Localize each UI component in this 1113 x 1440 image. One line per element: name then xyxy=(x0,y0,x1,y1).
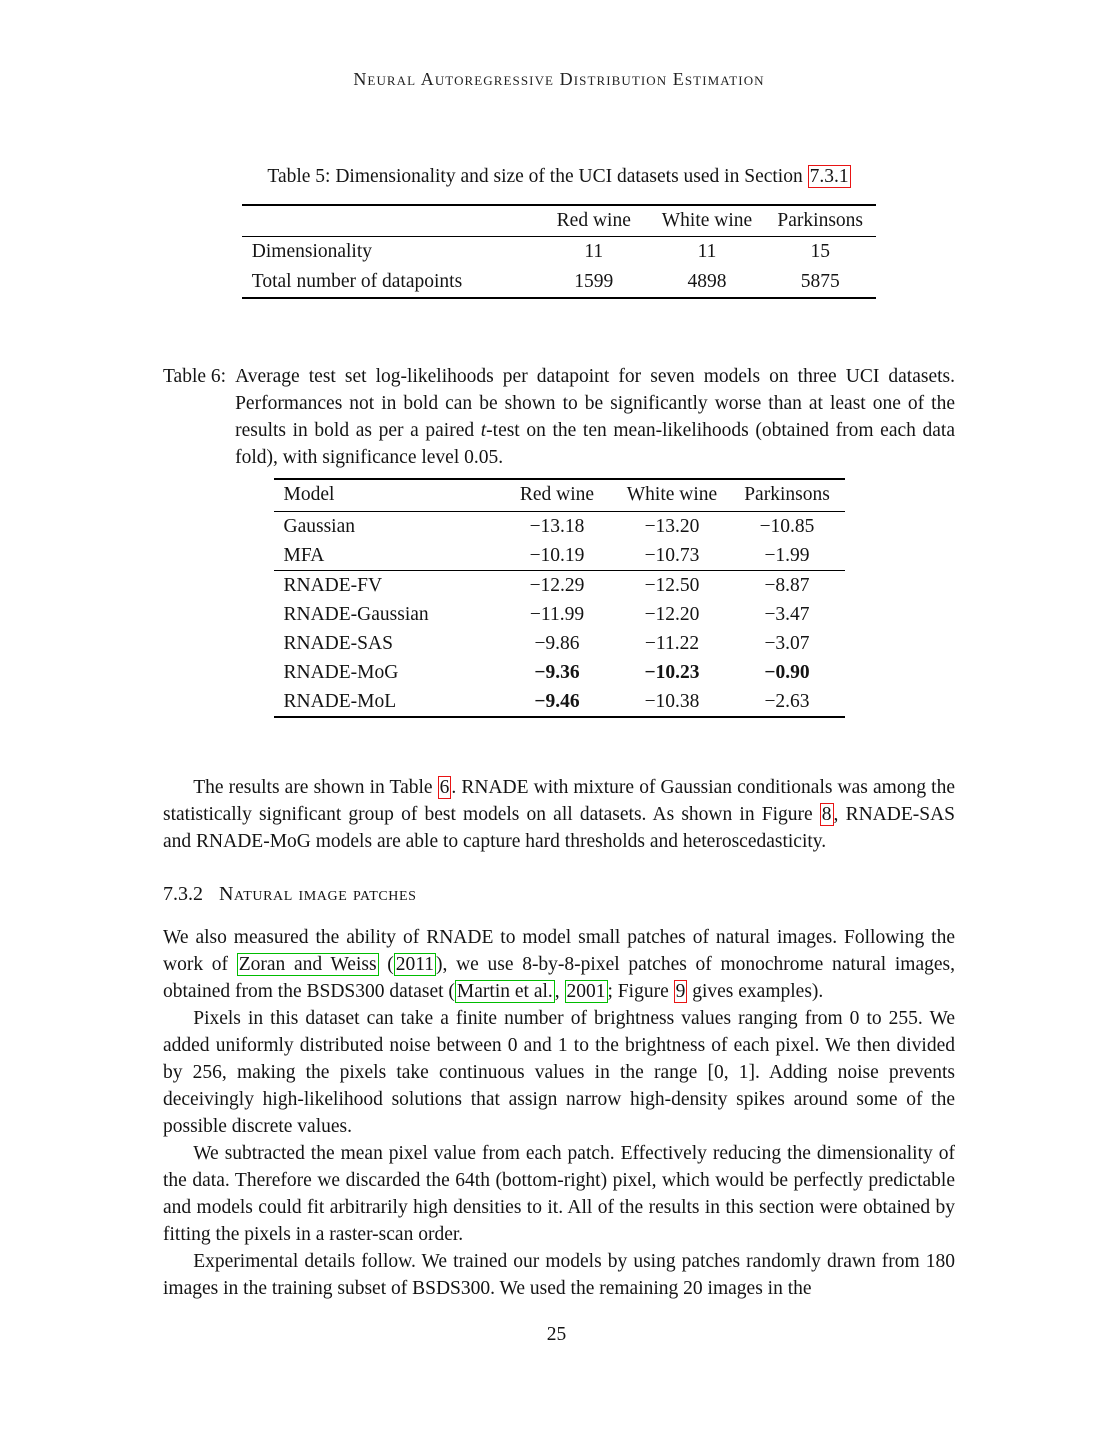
cell-value: 11 xyxy=(697,241,717,262)
row-label: Total number of datapoints xyxy=(242,267,538,298)
cell-value: −11.22 xyxy=(644,633,700,654)
table-row xyxy=(242,237,876,268)
text-part: , xyxy=(554,981,565,1002)
caption-text-part: Average test set log-likelihoods per datapoint for seven models on three UCI datasets. Performances not in bold can be shown to be significantly worse than at least one of the results in bold as per a paired xyxy=(235,366,955,441)
text-part: The results are shown in Table xyxy=(193,777,438,798)
section-title: Natural image patches xyxy=(219,883,417,905)
model-name: RNADE-Gaussian xyxy=(283,604,429,625)
paragraph-results xyxy=(163,774,955,855)
cell-value: −10.38 xyxy=(615,687,730,717)
caption-text-part: -test on the ten mean-likelihoods (obtained from each data fold), with significance level 0.05. xyxy=(235,420,956,468)
paragraph-experimental-details: Experimental details follow. We trained our models by using patches randomly drawn from 180 images in the training subset of BSDS300. We used the remaining 20 images in the xyxy=(163,1251,955,1299)
cell-value: 11 xyxy=(584,241,604,262)
table-row xyxy=(274,687,845,717)
cell-value: −12.50 xyxy=(644,575,700,596)
cell-value: −12.29 xyxy=(529,575,585,596)
cell-value: −3.07 xyxy=(764,633,810,654)
table-row xyxy=(274,541,845,571)
text-part: gives examples). xyxy=(687,981,824,1002)
cell-value: −9.46 xyxy=(500,687,615,717)
table6-loglikelihoods xyxy=(274,478,845,718)
cell-value: 15 xyxy=(810,241,830,262)
model-name: RNADE-MoL xyxy=(274,687,500,717)
paragraph-pixels: Pixels in this dataset can take a finite number of brightness values ranging from 0 to 255. We added uniformly distributed noise between 0 and 1 to the brightness of each pixel. We then divided by 256, making the pixels take continuous values in the range [0, 1]. Adding noise prevents deceivingly high-likelihood solutions that assign narrow high-density spikes around some of the possible discrete values. xyxy=(163,1008,955,1137)
table5-caption-text: Table 5: Dimensionality and size of the UCI datasets used in Section xyxy=(267,166,808,187)
section-heading xyxy=(163,881,955,908)
text-part: . RNADE with mixture of Gaussian conditionals was among the statistically significant group of best models on all datasets. As shown in Figure xyxy=(163,777,955,825)
table6-col-header: Parkinsons xyxy=(730,479,845,512)
table6-col-header: White wine xyxy=(615,479,730,512)
table5-col-header: Parkinsons xyxy=(764,205,876,237)
section-ref-link[interactable]: 7.3.1 xyxy=(809,166,849,187)
table6-caption-text xyxy=(235,363,955,471)
cell-value: −11.99 xyxy=(529,604,585,625)
text-part: ( xyxy=(378,954,394,975)
table-row xyxy=(274,629,845,658)
cell-value: −10.73 xyxy=(615,541,730,571)
section-number: 7.3.2 xyxy=(163,883,203,905)
cell-value: −1.99 xyxy=(730,541,845,571)
cell-value: −0.90 xyxy=(764,662,810,683)
citation-link-martin[interactable]: Martin et al. xyxy=(456,981,553,1002)
table6-header-row xyxy=(274,479,845,512)
table-row xyxy=(274,571,845,601)
cell-value: −2.63 xyxy=(730,687,845,717)
page-number: 25 xyxy=(546,1324,567,1345)
running-head: Neural Autoregressive Distribution Estimation xyxy=(353,69,765,89)
model-name: RNADE-MoG xyxy=(283,662,399,683)
row-label: Dimensionality xyxy=(251,241,373,262)
cell-value: −9.86 xyxy=(534,633,580,654)
citation-link-2001[interactable]: 2001 xyxy=(566,981,606,1002)
table-row xyxy=(274,512,845,542)
table5-corner-cell xyxy=(242,205,538,237)
citation-link-2011[interactable]: 2011 xyxy=(395,954,435,975)
text-part: ; Figure xyxy=(607,981,674,1002)
model-name: MFA xyxy=(274,541,500,571)
table-row xyxy=(274,658,845,687)
cell-value: −13.20 xyxy=(644,516,700,537)
cell-value: −10.85 xyxy=(759,516,815,537)
table6-caption xyxy=(163,363,955,471)
cell-value: −10.23 xyxy=(644,662,700,683)
table-row xyxy=(274,600,845,629)
text-part: We also measured the ability of RNADE to model small patches of natural images. Following the work of xyxy=(163,927,955,975)
cell-value: −12.20 xyxy=(644,604,700,625)
table-row xyxy=(242,267,876,298)
table5-caption xyxy=(163,163,955,190)
model-name: RNADE-FV xyxy=(283,575,383,596)
citation-link-zoran-weiss[interactable]: Zoran and Weiss xyxy=(238,954,377,975)
figure-ref-link[interactable]: 8 xyxy=(821,804,832,825)
cell-value: −8.87 xyxy=(764,575,810,596)
table6-col-header: Model xyxy=(274,479,500,512)
cell-value: 4898 xyxy=(650,267,764,298)
cell-value: 1599 xyxy=(538,267,650,298)
cell-value: −10.19 xyxy=(500,541,615,571)
cell-value: −3.47 xyxy=(764,604,810,625)
cell-value: −13.18 xyxy=(529,516,585,537)
table5-datasets xyxy=(242,204,876,299)
table-ref-link[interactable]: 6 xyxy=(439,777,450,798)
model-name: RNADE-SAS xyxy=(283,633,393,654)
text-part: , RNADE-SAS and RNADE-MoG models are able to capture hard thresholds and heteroscedasticity. xyxy=(163,804,956,852)
cell-value: −9.36 xyxy=(534,662,580,683)
table5-col-header: White wine xyxy=(650,205,764,237)
figure-ref-link-9[interactable]: 9 xyxy=(675,981,686,1002)
table6-caption-label: Table 6: xyxy=(163,366,227,387)
table5-col-header: Red wine xyxy=(538,205,650,237)
paragraph-mean-subtraction: We subtracted the mean pixel value from each patch. Effectively reducing the dimensionality of the data. Therefore we discarded the 64th (bottom-right) pixel, which would be perfectly predictable and models could fit arbitrarily high densities to it. All of the results in this section were obtained by fitting the pixels in a raster-scan order. xyxy=(163,1143,955,1245)
cell-value: 5875 xyxy=(764,267,876,298)
model-name: Gaussian xyxy=(283,516,355,537)
paragraph-intro xyxy=(163,924,955,1005)
text-part: ), we use 8-by-8-pixel patches of monochrome natural images, obtained from the BSDS300 dataset ( xyxy=(163,954,955,1002)
table6-col-header: Red wine xyxy=(500,479,615,512)
caption-italic-t: t xyxy=(480,420,487,441)
table5-header-row xyxy=(242,205,876,237)
